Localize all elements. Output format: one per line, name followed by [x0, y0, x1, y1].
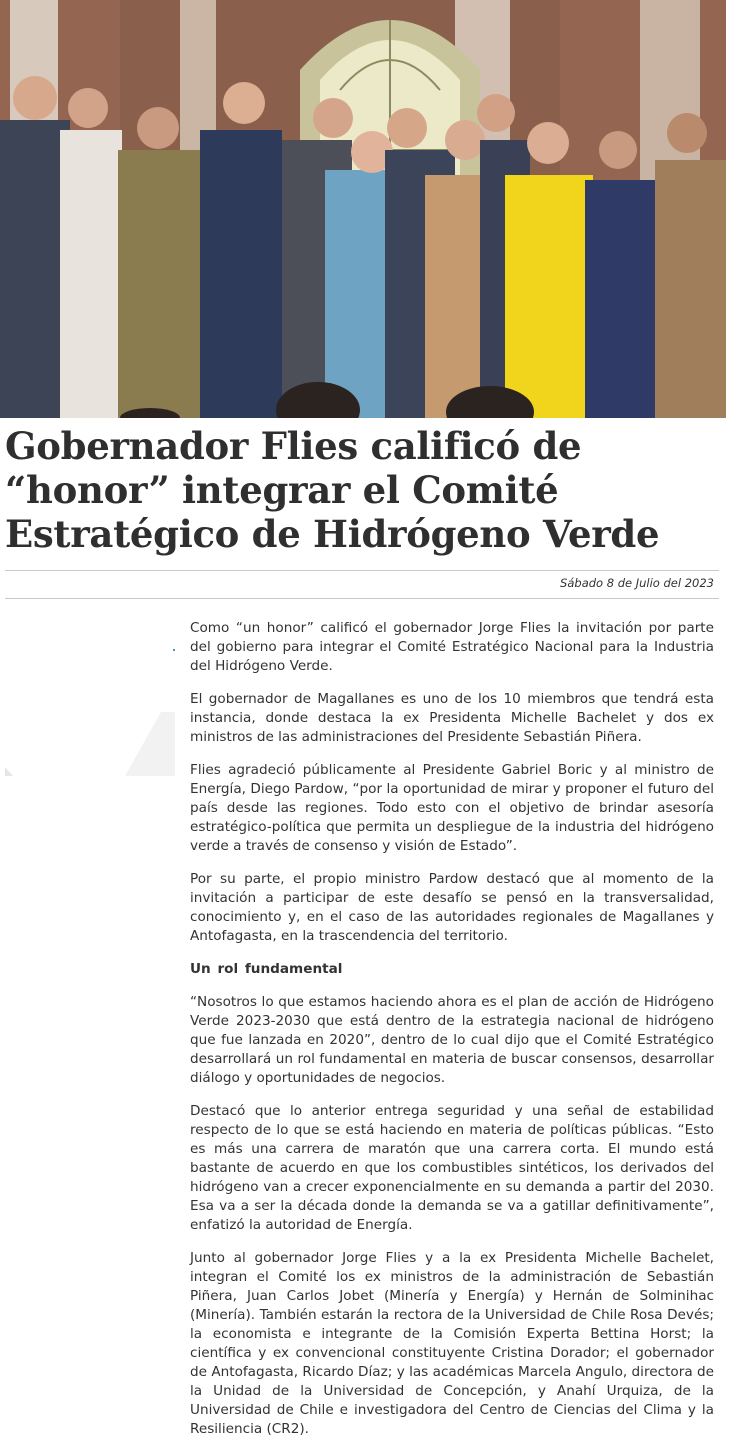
divider-bottom [5, 598, 719, 599]
paragraph-5: “Nosotros lo que estamos haciendo ahora es el plan de acción de Hidrógeno Verde 2023-2030 que está dentro de la estrategia nacional de hidrógeno que fue lanzada en 2020”, dentro de lo cual dijo que el Comité Estratégico desarrollará un rol fundamental en materia de buscar consensos, desarrollar diálogo y oportunidades de negocios. [190, 994, 714, 1086]
paragraph-1: Como “un honor” calificó el gobernador Jorge Flies la invitación por parte del gobierno para integrar el Comité Estratégico Nacional para la Industria del Hidrógeno Verde. [190, 620, 714, 674]
ad-placeholder [5, 612, 175, 778]
paragraph-6: Destacó que lo anterior entrega seguridad y una señal de estabilidad respecto de lo que se está haciendo en materia de políticas públicas. “Esto es más una carrera de maratón que una carrera corta. El mundo está bastante de acuerdo en que los combustibles sintéticos, los derivados del hidrógeno van a crecer exponencialmente en su demanda a partir del 2030. Esa va a ser la década donde la demanda se va a gatillar definitivamente”, enfatizó la autoridad de Energía. [190, 1103, 714, 1233]
ad-placeholder-shape [5, 612, 175, 778]
article-headline: Gobernador Flies calificó de “honor” integrar el Comité Estratégico de Hidrógeno Verde [5, 424, 660, 556]
article-body [190, 619, 714, 1453]
paragraph-7: Junto al gobernador Jorge Flies y a la ex Presidenta Michelle Bachelet, integran el Comité los ex ministros de la administración de Sebastián Piñera, Juan Carlos Jobet (Minería y Energía) y Hernán de Solminihac (Minería). También estarán la rectora de la Universidad de Chile Rosa Devés; la economista e integrante de la Comisión Experta Bettina Horst; la científica y ex convencional constituyente Cristina Dorador; el gobernador de Antofagasta, Ricardo Díaz; y las académicas Marcela Angulo, directora de la Unidad de la Universidad de Concepción, y Anahí Urquiza, de la Universidad de Chile e investigadora del Centro de Ciencias del Clima y la Resiliencia (CR2). [190, 1250, 714, 1437]
article-subheading: Un rol fundamental [190, 961, 343, 977]
article-date: Sábado 8 de Julio del 2023 [560, 576, 714, 590]
paragraph-4: Por su parte, el propio ministro Pardow destacó que al momento de la invitación a participar de este desafío se pensó en la transversalidad, conocimiento y, en el caso de las autoridades regionales de Magallanes y Antofagasta, en la trascendencia del territorio. [190, 871, 714, 944]
paragraph-3: Flies agradeció públicamente al Presidente Gabriel Boric y al ministro de Energía, Diego Pardow, “por la oportunidad de mirar y proponer el futuro del país desde las regiones. Todo esto con el objetivo de brindar asesoría estratégico-política que permita un despliegue de la industria del hidrógeno verde a través de consenso y visión de Estado”. [190, 762, 714, 854]
paragraph-2: El gobernador de Magallanes es uno de los 10 miembros que tendrá esta instancia, donde destaca la ex Presidenta Michelle Bachelet y dos ex ministros de las administraciones del Presidente Sebastián Piñera. [190, 691, 714, 745]
divider-top [5, 570, 719, 571]
article-photo [0, 0, 726, 418]
group-photo-illustration [0, 0, 726, 418]
